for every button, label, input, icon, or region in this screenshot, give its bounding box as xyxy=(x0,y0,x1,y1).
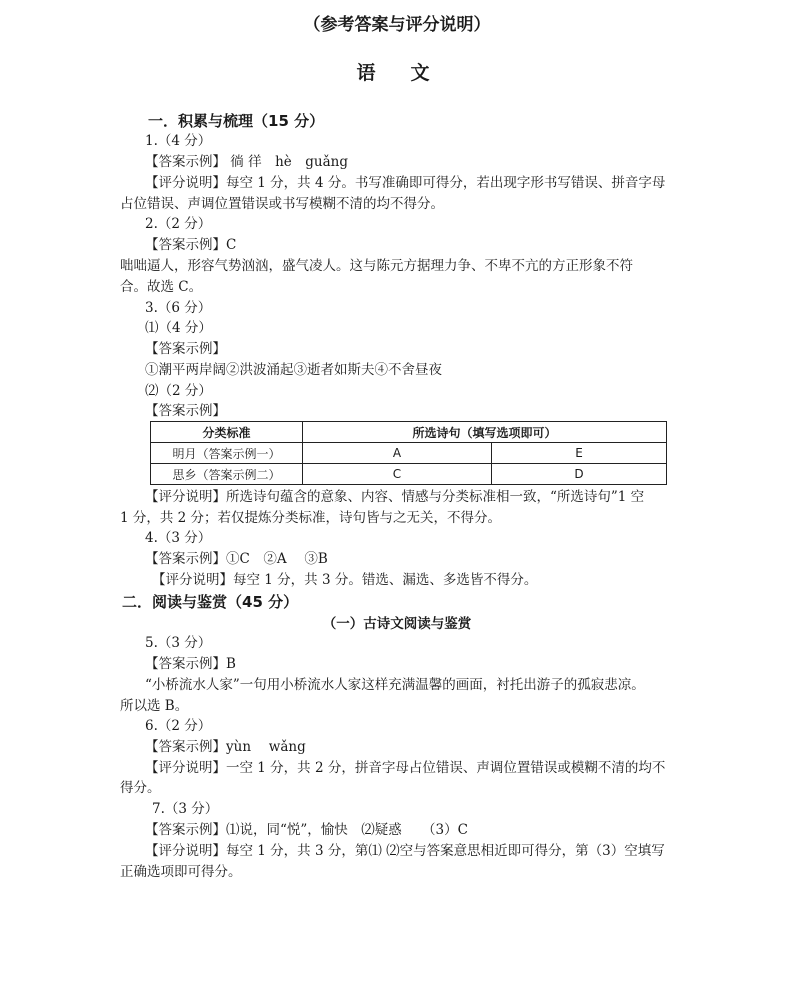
table-row xyxy=(151,443,667,464)
scoring-note: 【评分说明】每空 1 分，共 3 分，第⑴ ⑵空与答案意思相近即可得分，第（3）空填写 xyxy=(145,843,665,859)
answer-example: 【答案示例】 xyxy=(145,403,226,419)
scoring-note: 1 分，共 2 分；若仅提炼分类标准，诗句皆与之无关，不得分。 xyxy=(120,510,502,526)
answer-example: 【答案示例】C xyxy=(145,237,237,253)
scoring-note: 正确选项即可得分。 xyxy=(120,864,242,880)
answer-text: ①潮平两岸阔②洪波涌起③逝者如斯夫④不舍昼夜 xyxy=(145,362,442,378)
table-cell: E xyxy=(492,443,667,464)
answer-example: 【答案示例】⑴说，同“悦”，愉快 ⑵疑惑 （3）C xyxy=(145,822,468,838)
question-number: 5.（3 分） xyxy=(145,635,212,651)
question-number: 4.（3 分） xyxy=(145,530,212,546)
scoring-note: 【评分说明】每空 1 分，共 3 分。错选、漏选、多选皆不得分。 xyxy=(152,572,538,588)
table-cell: A xyxy=(303,443,492,464)
sub-question: ⑴（4 分） xyxy=(145,320,212,336)
answer-example: 【答案示例】B xyxy=(145,656,236,672)
scoring-note: 【评分说明】所选诗句蕴含的意象、内容、情感与分类标准相一致，“所选诗句”1 空 xyxy=(145,489,645,505)
scoring-note: 【评分说明】一空 1 分，共 2 分，拼音字母占位错误、声调位置错误或模糊不清的均不 xyxy=(145,760,666,776)
classification-table xyxy=(150,421,667,485)
section-heading: 一．积累与梳理（15 分） xyxy=(148,112,325,130)
table-row xyxy=(151,464,667,485)
explanation-text: “小桥流水人家”一句用小桥流水人家这样充满温馨的画面，衬托出游子的孤寂悲凉。 xyxy=(145,677,645,693)
scoring-note: 【评分说明】每空 1 分，共 4 分。书写准确即可得分，若出现字形书写错误、拼音字母 xyxy=(145,175,666,191)
question-number: 3.（6 分） xyxy=(145,300,212,316)
page-title: （参考答案与评分说明） xyxy=(303,15,491,35)
table-header-cell: 分类标准 xyxy=(151,422,303,443)
explanation-text: 咄咄逼人，形容气势汹汹，盛气凌人。这与陈元方据理力争、不卑不亢的方正形象不符 xyxy=(120,258,633,274)
explanation-text: 合。故选 C。 xyxy=(120,279,203,295)
answer-example: 【答案示例】 xyxy=(145,341,226,357)
section-heading: 二．阅读与鉴赏（45 分） xyxy=(122,593,299,611)
sub-question: ⑵（2 分） xyxy=(145,383,212,399)
question-number: 7.（3 分） xyxy=(152,801,219,817)
scoring-note: 占位错误、声调位置错误或书写模糊不清的均不得分。 xyxy=(120,196,444,212)
answer-example: 【答案示例】①C ②A ③B xyxy=(145,551,328,567)
table-cell: D xyxy=(492,464,667,485)
table-cell: C xyxy=(303,464,492,485)
answer-example: 【答案示例】 徜 徉 hè guǎng xyxy=(145,154,348,170)
question-number: 1.（4 分） xyxy=(145,133,212,149)
subsection-heading: （一）古诗文阅读与鉴赏 xyxy=(322,616,472,632)
scoring-note: 得分。 xyxy=(120,780,161,796)
explanation-text: 所以选 B。 xyxy=(120,698,189,714)
table-cell: 明月（答案示例一） xyxy=(151,443,303,464)
question-number: 6.（2 分） xyxy=(145,718,212,734)
answer-example: 【答案示例】yùn wǎng xyxy=(145,739,306,755)
table-cell: 思乡（答案示例二） xyxy=(151,464,303,485)
table-header-cell: 所选诗句（填写选项即可） xyxy=(303,422,667,443)
table-header-row xyxy=(151,422,667,443)
question-number: 2.（2 分） xyxy=(145,216,212,232)
subject-title: 语 文 xyxy=(356,62,438,84)
